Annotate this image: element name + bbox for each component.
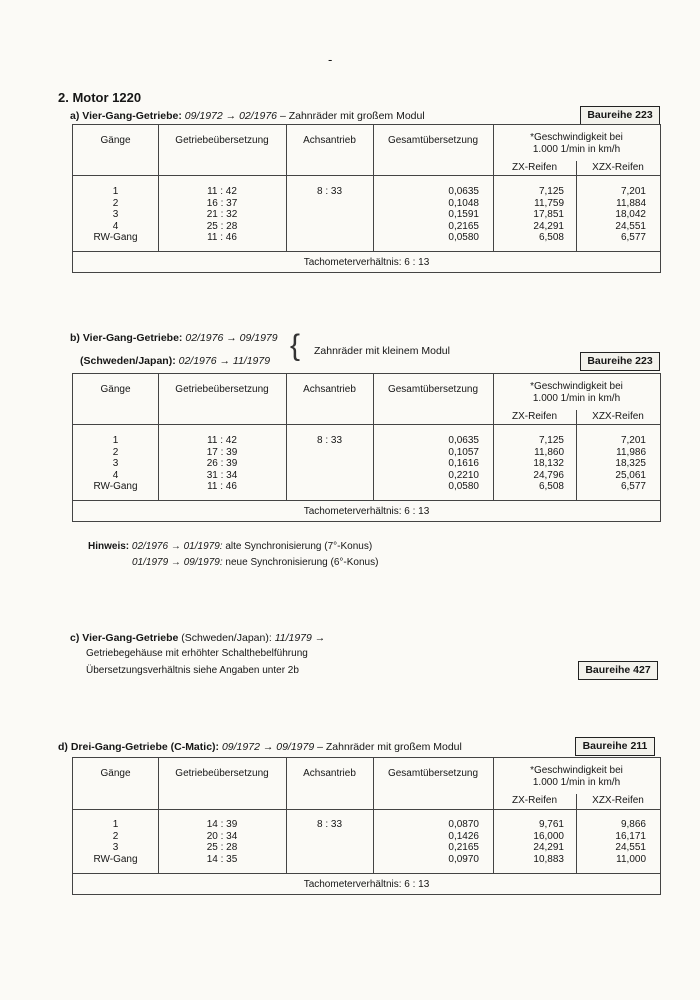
section-b-line2-period: 02/1976 → 11/1979 xyxy=(178,355,271,367)
xzx-column: 7,201 11,986 18,325 25,061 6,577 xyxy=(615,435,646,492)
header-achs: Achsantrieb xyxy=(303,768,356,779)
getriebe-column: 11 : 42 16 : 37 21 : 32 25 : 28 11 : 46 xyxy=(206,186,238,243)
divider xyxy=(73,175,660,176)
header-gaenge: Gänge xyxy=(100,135,131,146)
header-zx: ZX-Reifen xyxy=(511,411,557,422)
section-c-label: Vier-Gang-Getriebe xyxy=(82,632,179,644)
section-a-title xyxy=(70,110,425,122)
section-b-line2-label: (Schweden/Japan): xyxy=(80,355,176,367)
header-getriebe: Getriebeübersetzung xyxy=(175,768,269,779)
header-speed-1: *Geschwindigkeit bei xyxy=(530,765,623,776)
xzx-column: 9,866 16,171 24,551 11,000 xyxy=(615,819,646,865)
header-getriebe: Getriebeübersetzung xyxy=(175,384,269,395)
header-zx: ZX-Reifen xyxy=(511,162,557,173)
gears-column: 1 2 3 4 RW-Gang xyxy=(93,435,138,492)
page-mark: - xyxy=(328,52,333,67)
header-gesamt: Gesamtübersetzung xyxy=(387,768,479,779)
gesamt-column: 0,0870 0,1426 0,2165 0,0970 xyxy=(448,819,479,865)
section-b-line2 xyxy=(80,355,270,367)
section-d-suffix: – Zahnräder mit großem Modul xyxy=(317,741,462,753)
table-b xyxy=(72,373,661,522)
gears-column: 1 2 3 4 RW-Gang xyxy=(93,186,138,243)
header-speed-1: *Geschwindigkeit bei xyxy=(530,381,623,392)
section-a-suffix: – Zahnräder mit großem Modul xyxy=(279,110,425,122)
achs-value: 8 : 33 xyxy=(316,819,343,830)
table-d xyxy=(72,757,661,895)
section-b-period: 02/1976 → 09/1979 xyxy=(185,332,278,344)
section-c-prefix: c) xyxy=(70,632,80,644)
tachometer-ratio: Tachometerverhältnis: 6 : 13 xyxy=(303,506,430,517)
table-a xyxy=(72,124,661,273)
tachometer-ratio: Tachometerverhältnis: 6 : 13 xyxy=(303,257,430,268)
header-speed-1: *Geschwindigkeit bei xyxy=(530,132,623,143)
section-a-prefix: a) xyxy=(70,110,80,122)
hinweis-text-2: neue Synchronisierung (6°-Konus) xyxy=(225,557,379,568)
header-speed-2: 1.000 1/min in km/h xyxy=(532,393,621,404)
header-xzx: XZX-Reifen xyxy=(592,795,644,806)
badge-baureihe-a: Baureihe 223 xyxy=(580,106,660,125)
section-d-period: 09/1972 → 09/1979 xyxy=(221,741,315,753)
brace-icon: { xyxy=(290,329,301,362)
section-c-region: (Schweden/Japan): xyxy=(181,632,272,644)
zx-column: 7,125 11,759 17,851 24,291 6,508 xyxy=(533,186,564,243)
header-speed-2: 1.000 1/min in km/h xyxy=(532,144,621,155)
section-d-label: Drei-Gang-Getriebe (C-Matic): xyxy=(70,741,220,753)
section-c-period: 11/1979 → xyxy=(274,632,326,644)
header-xzx: XZX-Reifen xyxy=(592,162,644,173)
gesamt-column: 0,0635 0,1048 0,1591 0,2165 0,0580 xyxy=(448,186,479,243)
header-gaenge: Gänge xyxy=(100,768,131,779)
section-b-title xyxy=(70,332,278,344)
achs-value: 8 : 33 xyxy=(316,186,343,197)
achs-value: 8 : 33 xyxy=(316,435,343,446)
zx-column: 7,125 11,860 18,132 24,796 6,508 xyxy=(533,435,564,492)
divider xyxy=(73,424,660,425)
section-d-prefix: d) xyxy=(58,741,68,753)
header-speed-2: 1.000 1/min in km/h xyxy=(532,777,621,788)
getriebe-column: 11 : 42 17 : 39 26 : 39 31 : 34 11 : 46 xyxy=(206,435,238,492)
gesamt-column: 0,0635 0,1057 0,1616 0,2210 0,0580 xyxy=(448,435,479,492)
section-a-period: 09/1972 → 02/1976 xyxy=(184,110,278,122)
header-getriebe: Getriebeübersetzung xyxy=(175,135,269,146)
header-achs: Achsantrieb xyxy=(303,135,356,146)
zx-column: 9,761 16,000 24,291 10,883 xyxy=(533,819,564,865)
divider xyxy=(73,873,660,874)
hinweis-period-2: 01/1979 → 09/1979: xyxy=(132,557,223,568)
section-c-line3: Übersetzungsverhältnis siehe Angaben unter 2b xyxy=(86,665,299,676)
hinweis-line-2 xyxy=(132,557,378,568)
hinweis-line-1 xyxy=(88,541,372,552)
section-b-brace-note: Zahnräder mit kleinem Modul xyxy=(314,345,450,357)
section-b-label: Vier-Gang-Getriebe: xyxy=(82,332,183,344)
header-zx: ZX-Reifen xyxy=(511,795,557,806)
section-d-title xyxy=(58,741,462,753)
divider xyxy=(73,500,660,501)
gears-column: 1 2 3 RW-Gang xyxy=(93,819,138,865)
header-xzx: XZX-Reifen xyxy=(592,411,644,422)
section-a-label: Vier-Gang-Getriebe: xyxy=(82,110,182,122)
badge-baureihe-c: Baureihe 427 xyxy=(578,661,658,680)
badge-baureihe-b: Baureihe 223 xyxy=(580,352,660,371)
section-c-line2: Getriebegehäuse mit erhöhter Schalthebelführung xyxy=(86,648,308,659)
xzx-column: 7,201 11,884 18,042 24,551 6,577 xyxy=(615,186,646,243)
divider xyxy=(73,251,660,252)
hinweis-period-1: 02/1976 → 01/1979: xyxy=(131,541,223,552)
section-b-prefix: b) xyxy=(70,332,80,344)
header-achs: Achsantrieb xyxy=(303,384,356,395)
getriebe-column: 14 : 39 20 : 34 25 : 28 14 : 35 xyxy=(206,819,238,865)
header-gesamt: Gesamtübersetzung xyxy=(387,384,479,395)
badge-baureihe-d: Baureihe 211 xyxy=(575,737,655,756)
hinweis-text-1: alte Synchronisierung (7°-Konus) xyxy=(225,541,373,552)
hinweis-label: Hinweis: xyxy=(88,541,130,552)
divider xyxy=(73,809,660,810)
section-c-title xyxy=(70,632,325,644)
section-heading: 2. Motor 1220 xyxy=(58,90,142,105)
tachometer-ratio: Tachometerverhältnis: 6 : 13 xyxy=(303,879,430,890)
header-gesamt: Gesamtübersetzung xyxy=(387,135,479,146)
header-gaenge: Gänge xyxy=(100,384,131,395)
